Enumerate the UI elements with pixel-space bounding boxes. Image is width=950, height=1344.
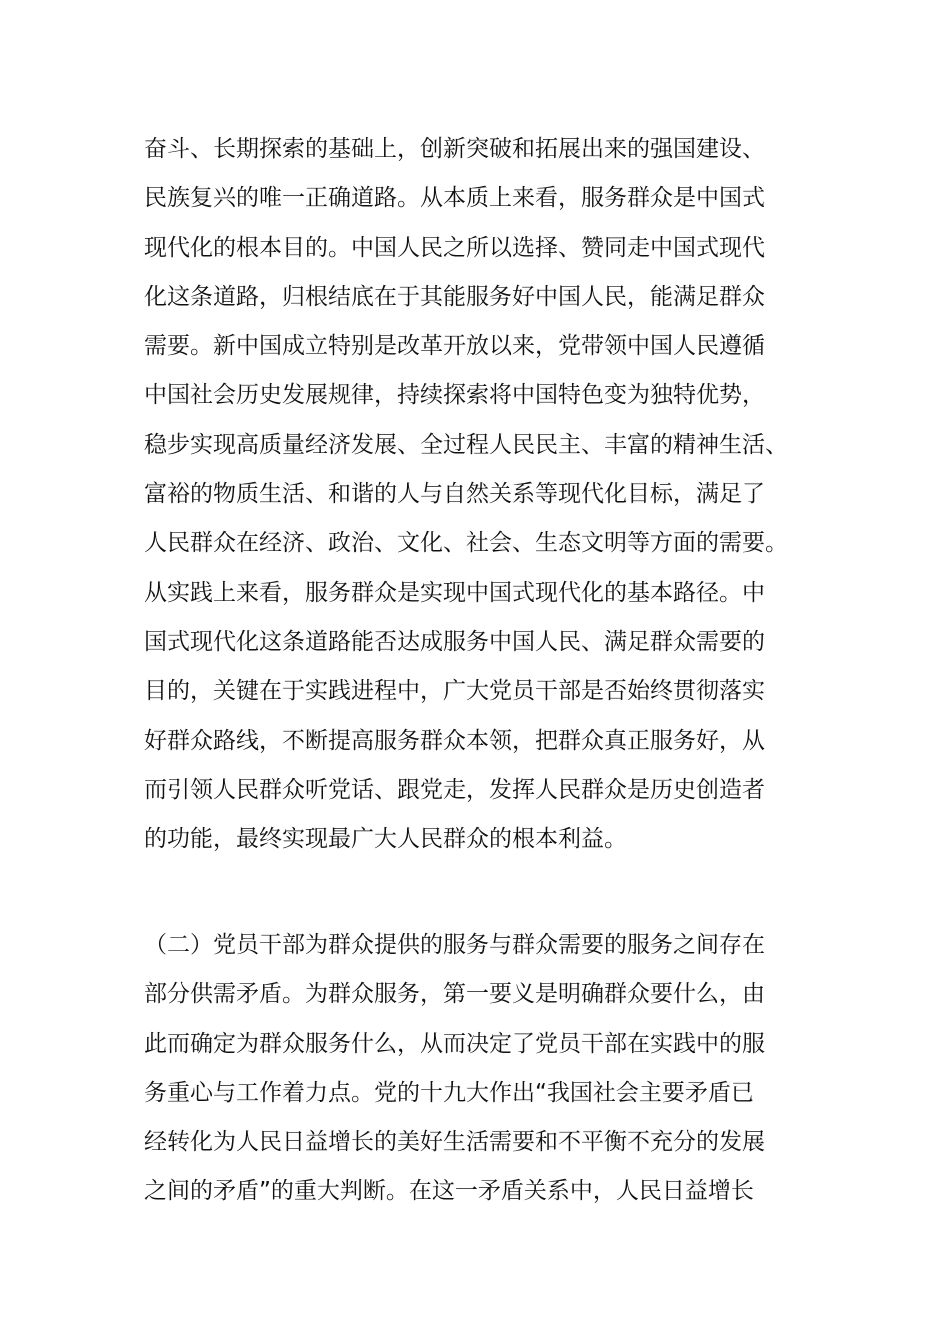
text-line: 务重心与工作着力点。党的十九大作出“我国社会主要矛盾已 xyxy=(144,1079,754,1106)
text-line: 经转化为人民日益增长的美好生活需要和不平衡不充分的发展 xyxy=(144,1129,765,1156)
paragraph-1 xyxy=(144,125,824,864)
text-line: 国式现代化这条道路能否达成服务中国人民、满足群众需要的 xyxy=(144,628,765,655)
text-line: （二）党员干部为群众提供的服务与群众需要的服务之间存在 xyxy=(144,932,765,958)
text-line: 的功能，最终实现最广大人民群众的根本利益。 xyxy=(144,826,627,853)
text-line: 之间的矛盾”的重大判断。在这一矛盾关系中，人民日益增长 xyxy=(144,1178,754,1205)
paragraph-2 xyxy=(144,921,824,1217)
text-line: 而引领人民群众听党话、跟党走，发挥人民群众是历史创造者 xyxy=(144,776,765,803)
text-line: 部分供需矛盾。为群众服务，第一要义是明确群众要什么，由 xyxy=(144,981,765,1008)
text-line: 民族复兴的唯一正确道路。从本质上来看，服务群众是中国式 xyxy=(144,185,765,212)
text-line: 需要。新中国成立特别是改革开放以来，党带领中国人民遵循 xyxy=(144,333,765,360)
text-line: 奋斗、长期探索的基础上，创新突破和拓展出来的强国建设、 xyxy=(144,136,765,162)
text-line: 此而确定为群众服务什么，从而决定了党员干部在实践中的服 xyxy=(144,1030,765,1057)
text-line: 人民群众在经济、政治、文化、社会、生态文明等方面的需要。 xyxy=(144,530,788,557)
text-line: 中国社会历史发展规律，持续探索将中国特色变为独特优势， xyxy=(144,382,765,409)
text-line: 从实践上来看，服务群众是实现中国式现代化的基本路径。中 xyxy=(144,579,765,606)
text-line: 目的，关键在于实践进程中，广大党员干部是否始终贯彻落实 xyxy=(144,678,765,705)
text-line: 好群众路线，不断提高服务群众本领，把群众真正服务好，从 xyxy=(144,727,765,754)
text-line: 现代化的根本目的。中国人民之所以选择、赞同走中国式现代 xyxy=(144,234,765,261)
text-line: 稳步实现高质量经济发展、全过程人民民主、丰富的精神生活、 xyxy=(144,431,788,458)
text-line: 富裕的物质生活、和谐的人与自然关系等现代化目标，满足了 xyxy=(144,481,765,508)
text-line: 化这条道路，归根结底在于其能服务好中国人民，能满足群众 xyxy=(144,283,765,310)
